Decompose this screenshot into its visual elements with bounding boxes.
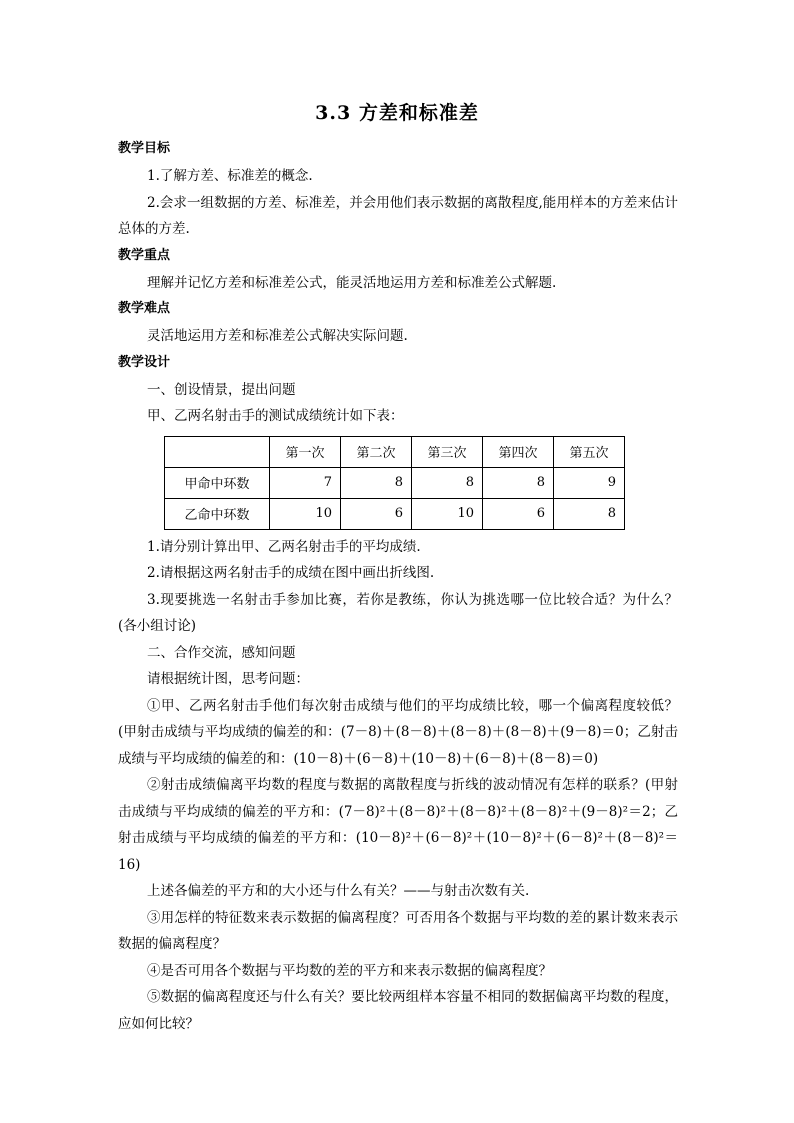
table-column-header: 第二次 — [341, 436, 412, 467]
table-row-label: 甲命中环数 — [165, 467, 270, 498]
discussion-item-2: ②射击成绩偏离平均数的程度与数据的离散程度与折线的波动情况有怎样的联系？(甲射击成绩与平均成绩的偏差的平方和：(7－8)²＋(8－8)²＋(8－8)²＋(8－8)²＋(9－8)²＝2；乙射击成绩与平均成绩的偏差的平方和：(10－8)²＋(6－8)²＋(10－8)²＋(6－8)²＋(8－8)²＝16) — [118, 777, 678, 873]
table-row — [165, 498, 625, 529]
question-2: 2.请根据这两名射击手的成绩在图中画出折线图. — [147, 565, 435, 581]
heading-teaching-design: 教学设计 — [118, 354, 171, 370]
table-cell: 8 — [341, 467, 412, 498]
table-column-header: 第三次 — [412, 436, 483, 467]
table-column-header: 第五次 — [554, 436, 625, 467]
discussion-item-1: ①甲、乙两名射击手他们每次射击成绩与他们的平均成绩比较，哪一个偏离程度较低？(甲射击成绩与平均成绩的偏差的和：(7－8)＋(8－8)＋(8－8)＋(8－8)＋(9－8)＝0；乙射击成绩与平均成绩的偏差的和：(10－8)＋(6－8)＋(10－8)＋(6－8)＋(8－8)＝0) — [118, 697, 678, 767]
question-3: 3.现要挑选一名射击手参加比赛，若你是教练，你认为挑选哪一位比较合适？为什么？(各小组讨论) — [118, 591, 678, 634]
table-cell: 8 — [412, 467, 483, 498]
table-cell: 6 — [341, 498, 412, 529]
table-cell: 8 — [554, 498, 625, 529]
document-body — [118, 136, 678, 1037]
table-corner-cell — [165, 436, 270, 467]
table-cell: 8 — [483, 467, 554, 498]
page-title: 3.3 方差和标准差 — [315, 102, 479, 124]
part2-title: 二、合作交流，感知问题 — [147, 644, 296, 661]
table-column-header: 第一次 — [270, 436, 341, 467]
table-row — [165, 467, 625, 498]
discussion-item-2-note: 上述各偏差的平方和的大小还与什么有关？——与射击次数有关. — [147, 883, 530, 899]
difficulties-text: 灵活地运用方差和标准差公式解决实际问题. — [147, 328, 408, 344]
key-points-text: 理解并记忆方差和标准差公式，能灵活地运用方差和标准差公式解题. — [147, 274, 557, 291]
scores-table — [164, 436, 625, 530]
heading-teaching-goals: 教学目标 — [118, 141, 171, 156]
discussion-item-3: ③用怎样的特征数来表示数据的偏离程度？可否用各个数据与平均数的差的累计数来表示数据的偏离程度？ — [118, 909, 678, 952]
question-1: 1.请分别计算出甲、乙两名射击手的平均成绩. — [147, 538, 421, 555]
think-intro: 请根据统计图，思考问题： — [147, 671, 309, 687]
discussion-item-4: ④是否可用各个数据与平均数的差的平方和来表示数据的偏离程度？ — [147, 962, 552, 979]
table-cell: 10 — [412, 498, 483, 529]
heading-difficulties: 教学难点 — [118, 301, 171, 316]
table-cell: 10 — [270, 498, 341, 529]
heading-key-points: 教学重点 — [118, 247, 171, 263]
table-header-row — [165, 436, 625, 467]
table-intro: 甲、乙两名射击手的测试成绩统计如下表： — [147, 408, 404, 424]
table-row-label: 乙命中环数 — [165, 498, 270, 529]
part1-title: 一、创设情景，提出问题 — [147, 381, 296, 398]
table-column-header: 第四次 — [483, 436, 554, 467]
table-cell: 9 — [554, 467, 625, 498]
table-cell: 7 — [270, 467, 341, 498]
goal-item-2: 2.会求一组数据的方差、标准差，并会用他们表示数据的离散程度,能用样本的方差来估计总体的方差. — [118, 194, 678, 237]
table-cell: 6 — [483, 498, 554, 529]
goal-item-1: 1.了解方差、标准差的概念. — [147, 168, 313, 184]
discussion-item-5: ⑤数据的偏离程度还与什么有关？要比较两组样本容量不相同的数据偏离平均数的程度，应如何比较？ — [118, 989, 678, 1032]
